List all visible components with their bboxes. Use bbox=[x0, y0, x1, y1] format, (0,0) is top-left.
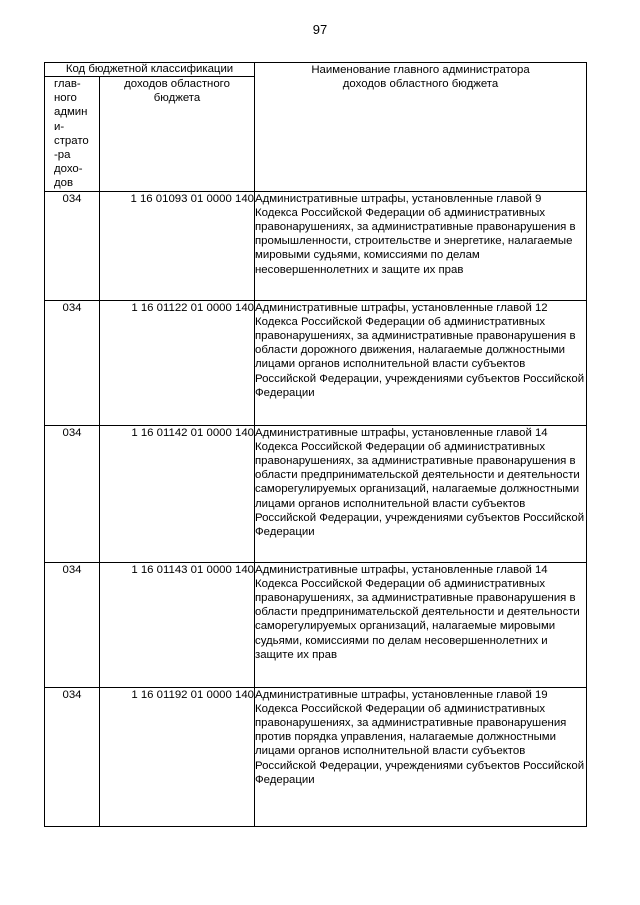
admin-code-cell: 034 bbox=[45, 562, 100, 687]
admin-code-cell: 034 bbox=[45, 300, 100, 425]
group-header-budget-code: Код бюджетной классификации bbox=[45, 63, 255, 77]
table-row bbox=[45, 300, 587, 425]
table-row bbox=[45, 191, 587, 300]
budget-classification-table bbox=[44, 62, 587, 827]
header-administrator-name bbox=[255, 63, 587, 192]
page-number: 97 bbox=[312, 22, 328, 37]
header-regional-income bbox=[100, 77, 255, 192]
table-row bbox=[45, 562, 587, 687]
table-row bbox=[45, 425, 587, 562]
description-cell: Административные штрафы, установленные главой 19 Кодекса Российской Федерации об административных правонарушениях, за административные правонарушения против порядка управления, налагаемые должностными лицами органов исполнительной власти субъектов Российской Федерации, учреждениями субъектов Российской Федерации bbox=[255, 687, 587, 826]
description-cell: Административные штрафы, установленные главой 14 Кодекса Российской Федерации об административных правонарушениях, за административные правонарушения в области предпринимательской деятельности и деятельности саморегулируемых организаций, налагаемые мировыми судьями, комиссиями по делам несовершеннолетних и защите их прав bbox=[255, 562, 587, 687]
header-administrator-name-text: Наименование главного администратора доходов областного бюджета bbox=[311, 64, 530, 91]
admin-code-cell: 034 bbox=[45, 425, 100, 562]
table-header-row-1 bbox=[45, 63, 587, 77]
admin-code-cell: 034 bbox=[45, 191, 100, 300]
header-main-administrator-text: глав-ного админи-страто-ра дохо-дов bbox=[54, 78, 89, 190]
income-code-cell: 1 16 01122 01 0000 140 bbox=[100, 300, 255, 425]
table-row bbox=[45, 687, 587, 826]
header-regional-income-text: доходов областного бюджета bbox=[124, 78, 230, 105]
description-cell: Административные штрафы, установленные главой 12 Кодекса Российской Федерации об административных правонарушениях, за административные правонарушения в области дорожного движения, налагаемые должностными лицами органов исполнительной власти субъектов Российской Федерации, учреждениями субъектов Российской Федерации bbox=[255, 300, 587, 425]
header-main-administrator bbox=[45, 77, 100, 192]
income-code-cell: 1 16 01143 01 0000 140 bbox=[100, 562, 255, 687]
description-cell: Административные штрафы, установленные главой 14 Кодекса Российской Федерации об административных правонарушениях, за административные правонарушения в области предпринимательской деятельности и деятельности саморегулируемых организаций, налагаемые должностными лицами органов исполнительной власти субъектов Российской Федерации, учреждениями субъектов Российской Федерации bbox=[255, 425, 587, 562]
income-code-cell: 1 16 01093 01 0000 140 bbox=[100, 191, 255, 300]
description-cell: Административные штрафы, установленные главой 9 Кодекса Российской Федерации об административных правонарушениях, за административные правонарушения в промышленности, строительстве и энергетике, налагаемые мировыми судьями, комиссиями по делам несовершеннолетних и защите их прав bbox=[255, 191, 587, 300]
income-code-cell: 1 16 01192 01 0000 140 bbox=[100, 687, 255, 826]
admin-code-cell: 034 bbox=[45, 687, 100, 826]
income-code-cell: 1 16 01142 01 0000 140 bbox=[100, 425, 255, 562]
